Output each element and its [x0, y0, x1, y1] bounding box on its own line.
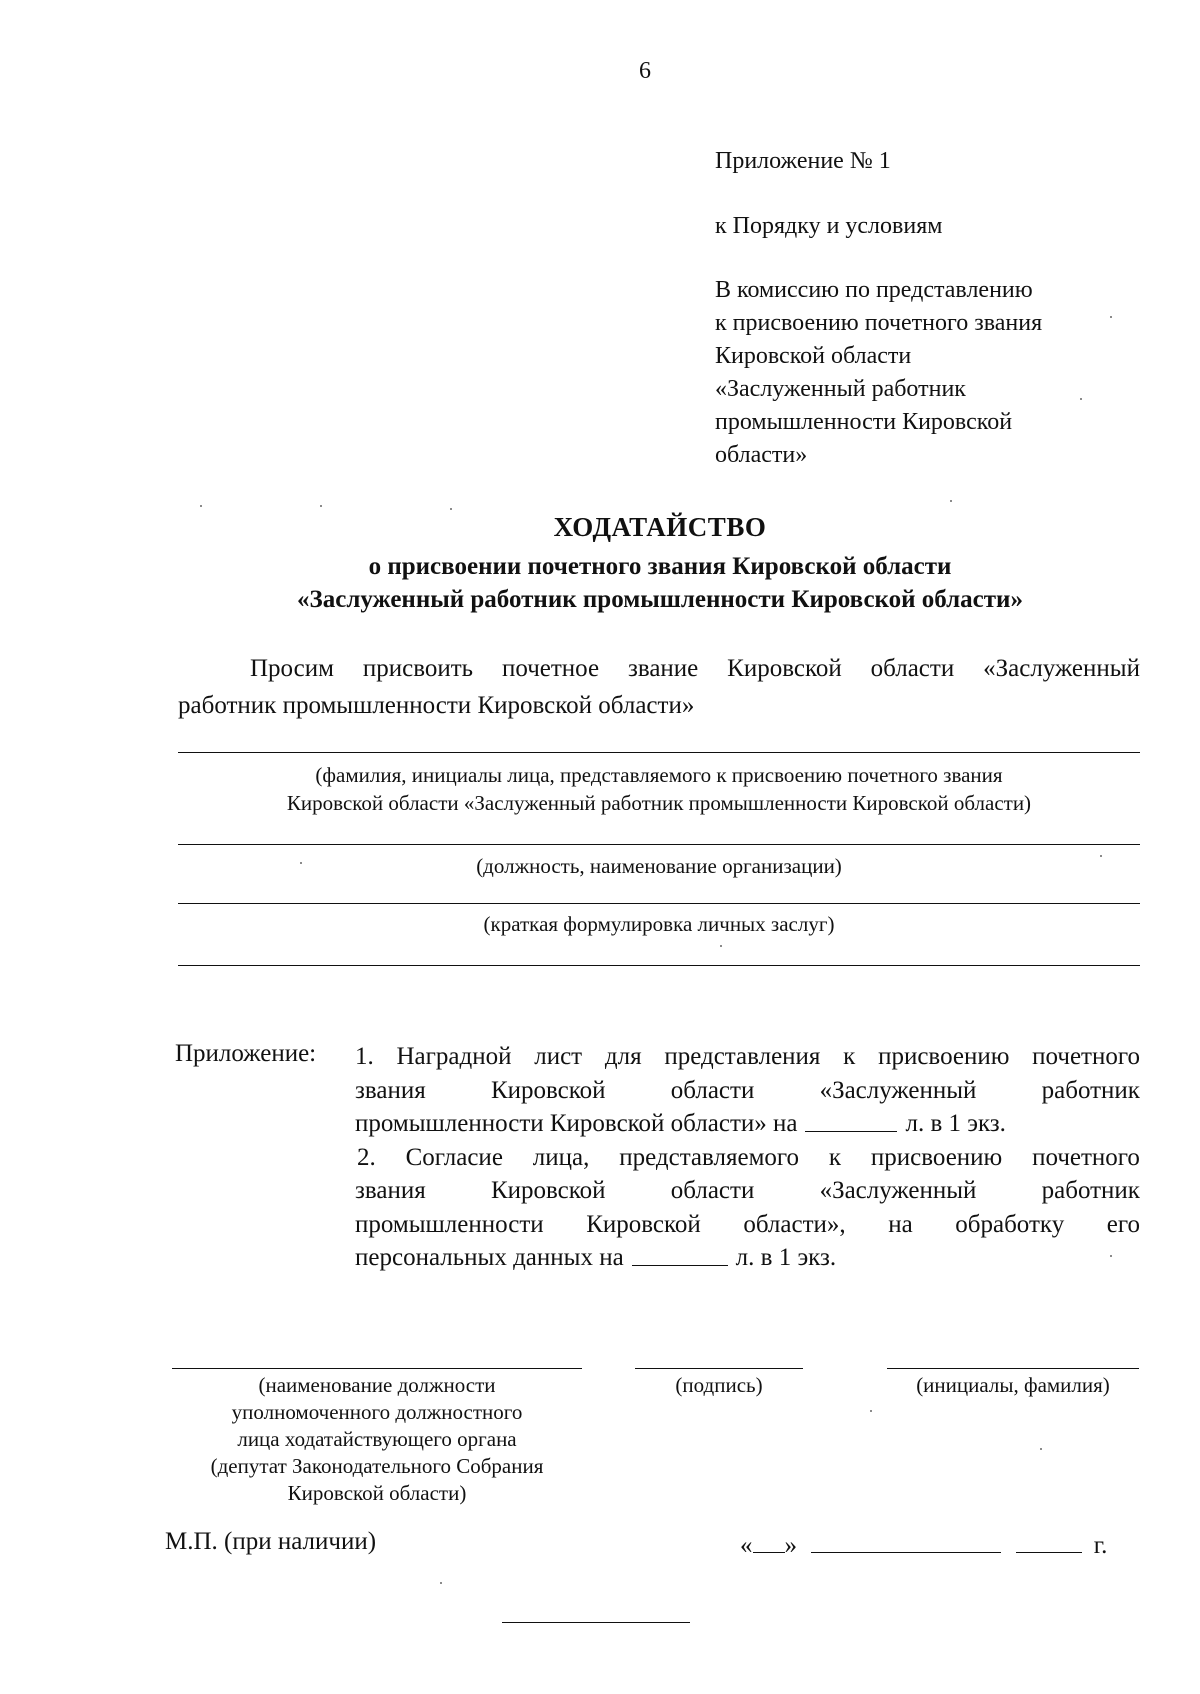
name-caption: (инициалы, фамилия) — [916, 1373, 1110, 1397]
attachment-1-line2: звания Кировской области «Заслуженный работник — [355, 1076, 1140, 1104]
scan-speck — [720, 945, 722, 947]
scan-speck — [200, 505, 202, 507]
page-count-blank — [632, 1241, 728, 1266]
attachment-2-line2: звания Кировской области «Заслуженный работник — [355, 1177, 1140, 1204]
name-line — [887, 1368, 1139, 1369]
merits-caption: (краткая формулировка личных заслуг) — [483, 912, 835, 936]
date-field: « » г. — [740, 1528, 1107, 1560]
signature-caption: (подпись) — [675, 1373, 763, 1397]
recipient-block — [715, 274, 1145, 472]
attachments-list — [355, 1040, 1140, 1275]
year-blank — [1016, 1528, 1082, 1553]
attachment-1-line1: 1. Наградной лист для представления к присвоению почетного — [355, 1043, 1140, 1070]
request-line1: Просим присвоить почетное звание Кировской области «Заслуженный — [250, 655, 1140, 682]
appendix-heading: Приложение № 1 — [715, 148, 891, 174]
recipient-line: В комиссию по представлению — [715, 277, 1033, 303]
request-paragraph — [178, 650, 1140, 724]
order-reference: к Порядку и условиям — [715, 213, 943, 239]
scan-speck — [450, 508, 452, 510]
attachment-1-line3: промышленности Кировской области» на л. в 1 экз. — [355, 1107, 1140, 1141]
scan-speck — [1110, 316, 1112, 318]
attachment-2-line3: промышленности Кировской области», на обработку его — [355, 1210, 1140, 1238]
recipient-line: области» — [715, 442, 808, 468]
request-line2: работник промышленности Кировской области» — [178, 692, 695, 719]
official-position-line — [172, 1368, 582, 1369]
scan-speck — [320, 505, 322, 507]
page-count-blank — [805, 1107, 897, 1132]
scan-speck — [1080, 398, 1082, 400]
day-blank — [753, 1528, 785, 1553]
scan-speck — [1040, 1448, 1042, 1450]
scan-speck — [440, 1582, 442, 1584]
scan-speck — [870, 1410, 872, 1412]
scan-speck — [300, 862, 302, 864]
document-title: ХОДАТАЙСТВО — [553, 512, 767, 542]
recipient-line: промышленности Кировской — [715, 409, 1013, 435]
attachments-label: Приложение: — [175, 1040, 317, 1067]
document-subtitle-line1: о присвоении почетного звания Кировской области — [368, 553, 952, 580]
recipient-line: к присвоению почетного звания — [715, 310, 1043, 336]
scan-speck — [1110, 1255, 1112, 1257]
end-separator — [502, 1622, 690, 1623]
stamp-place: М.П. (при наличии) — [165, 1528, 377, 1555]
attachment-2-line4: персональных данных на л. в 1 экз. — [355, 1241, 1140, 1275]
position-caption: (должность, наименование организации) — [476, 854, 842, 878]
scan-speck — [1100, 855, 1102, 857]
recipient-line: Кировской области — [715, 343, 912, 369]
page-number: 6 — [639, 58, 651, 84]
recipient-line: «Заслуженный работник — [715, 376, 966, 402]
month-blank — [811, 1528, 1001, 1553]
scan-speck — [950, 500, 952, 502]
document-subtitle-line2: «Заслуженный работник промышленности Кировской области» — [297, 586, 1023, 613]
official-position-caption: (наименование должности уполномоченного должностного лица ходатайствующего органа (депутат Законодательного Собрания Кировской области) — [210, 1373, 544, 1505]
fullname-field-line — [178, 752, 1140, 753]
signature-line — [635, 1368, 803, 1369]
attachment-2-line1: 2. Согласие лица, представляемого к присвоению почетного — [357, 1143, 1140, 1171]
fullname-caption: (фамилия, инициалы лица, представляемого к присвоению почетного звания Кировской области «Заслуженный работник промышленности Кировской области) — [286, 763, 1032, 815]
position-field-line — [178, 844, 1140, 845]
merits-field-line-2 — [178, 965, 1140, 966]
merits-field-line — [178, 903, 1140, 904]
